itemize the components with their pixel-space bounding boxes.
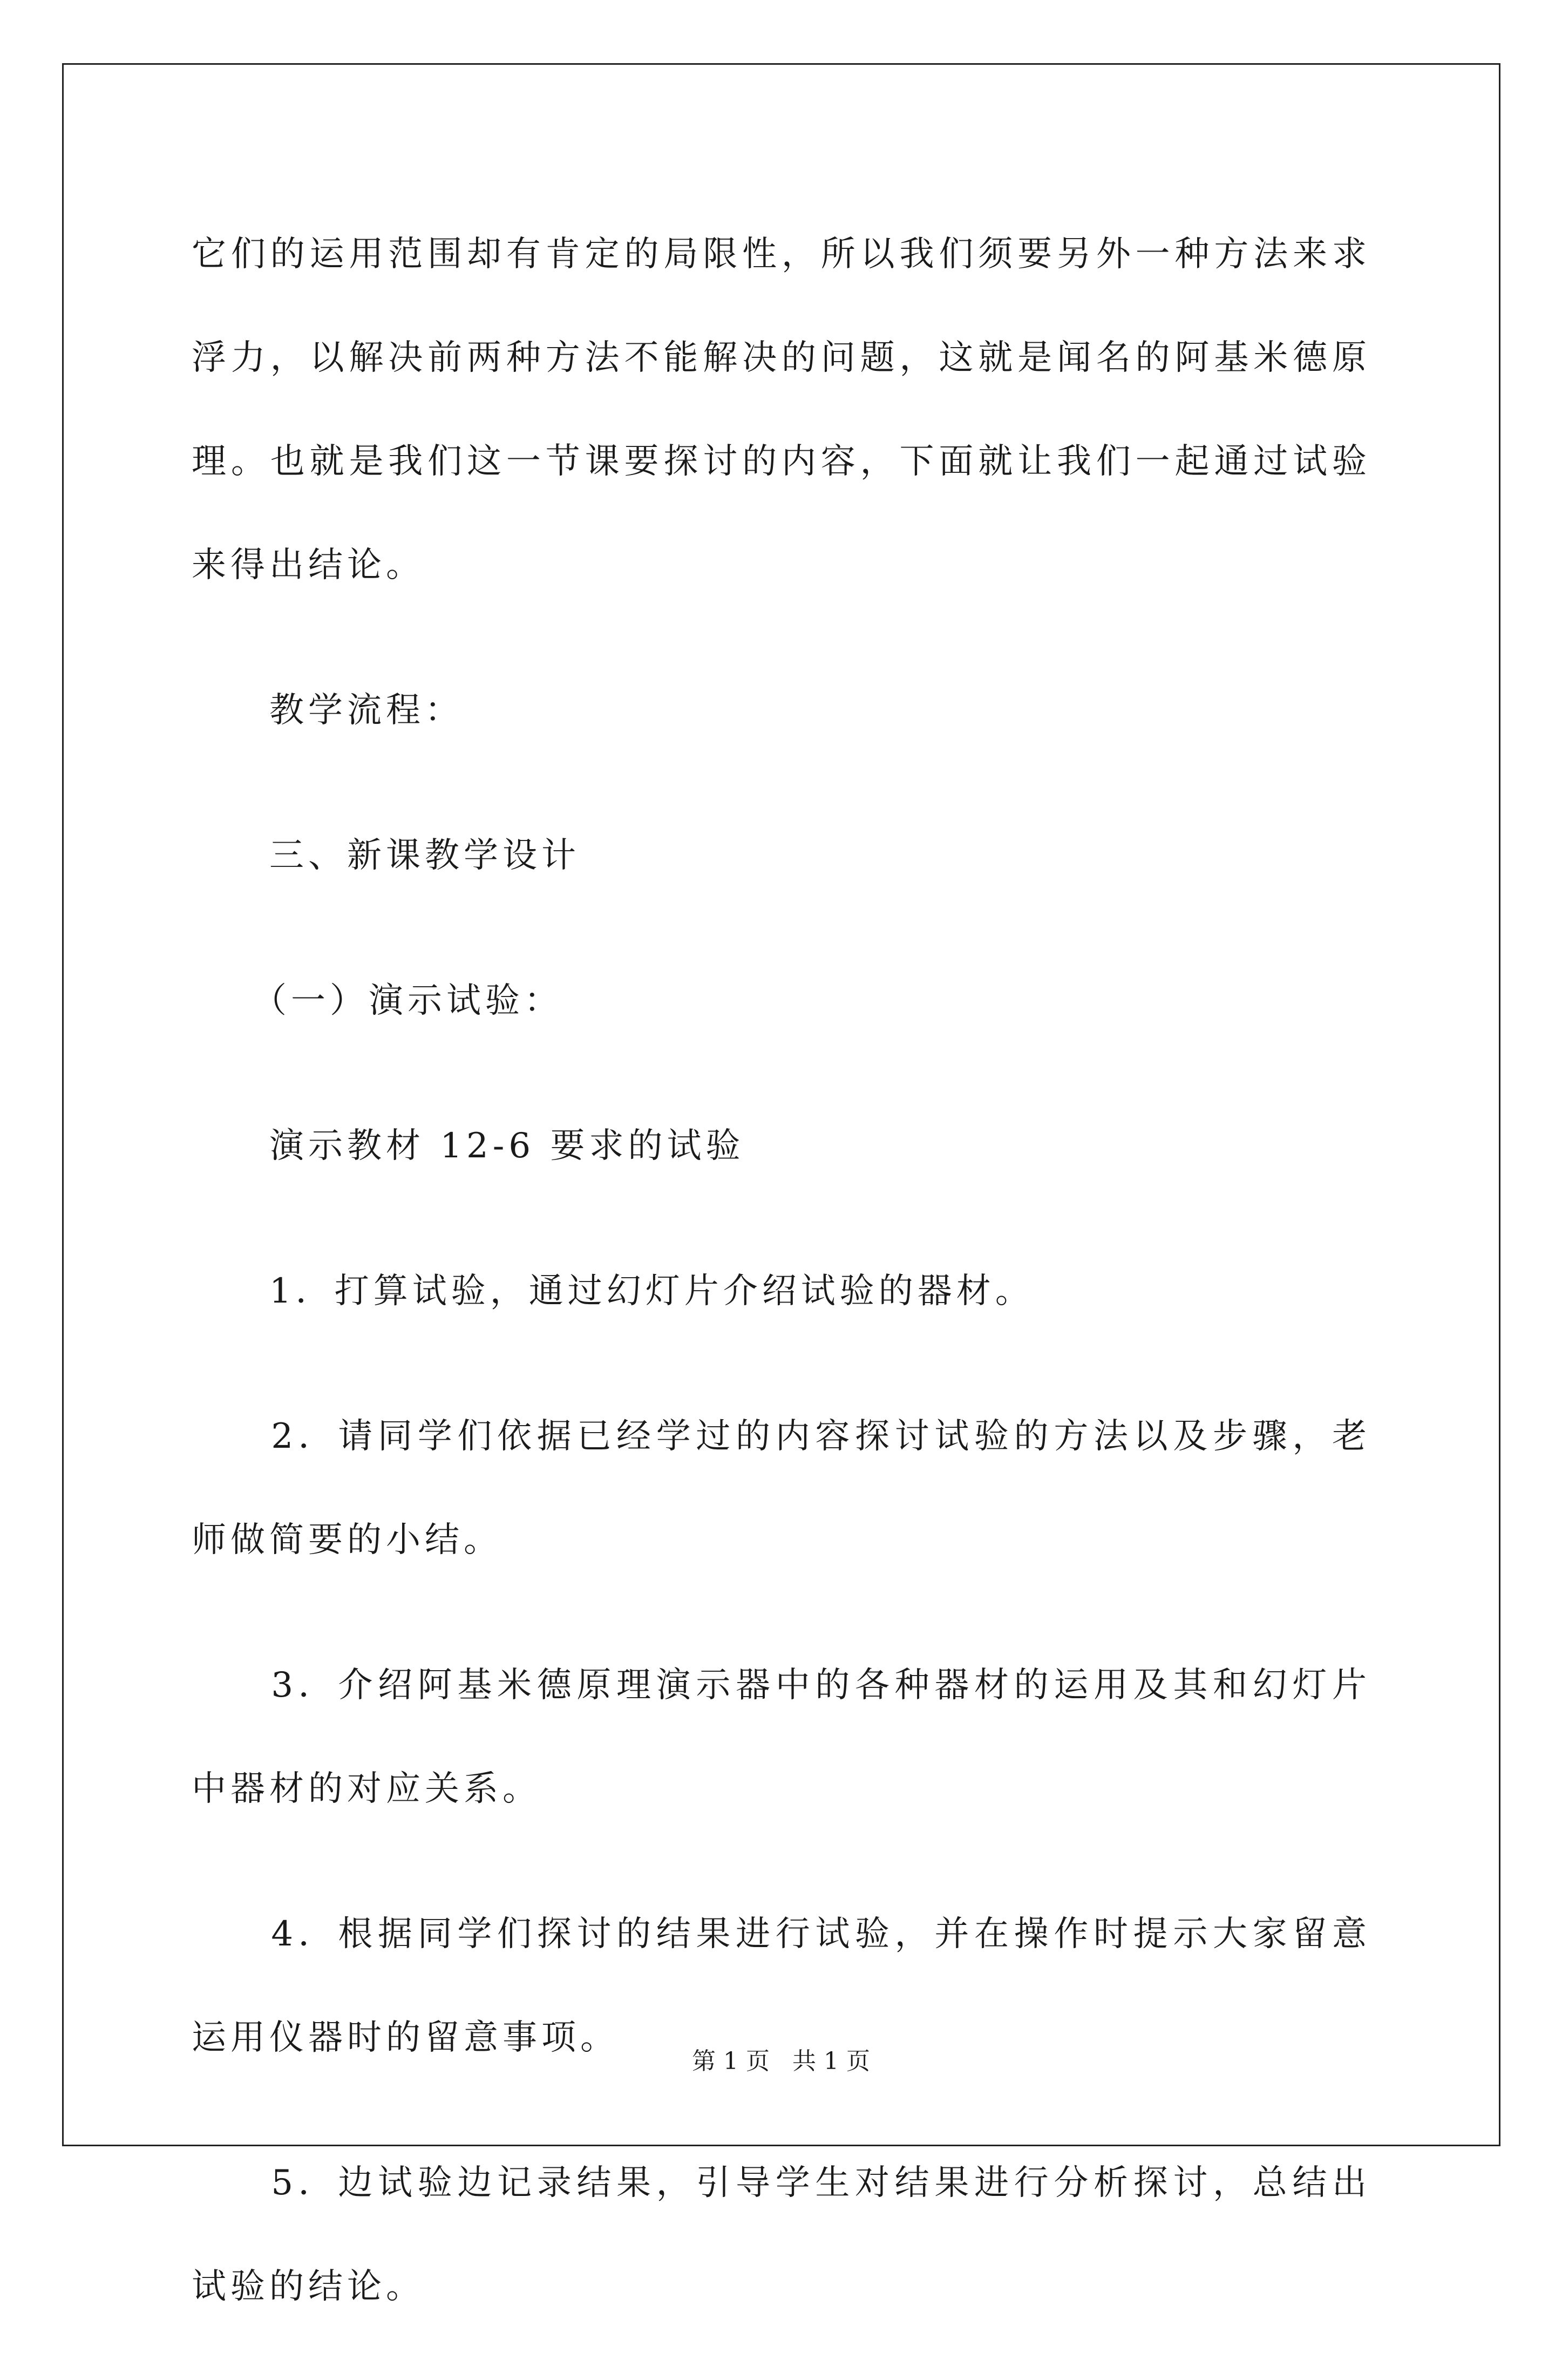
paragraph-step-2: 2．请同学们依据已经学过的内容探讨试验的方法以及步骤，老师做简要的小结。 bbox=[192, 1416, 1371, 1560]
page-total: 共 1 页 bbox=[792, 2047, 870, 2075]
paragraph-continuation: 它们的运用范围却有肯定的局限性，所以我们须要另外一种方法来求浮力，以解决前两种方法不能解决的问题，这就是闻名的阿基米德原理。也就是我们这一节课要探讨的内容，下面就让我们一起通过试验来得出结论。 bbox=[192, 234, 1371, 585]
page-number: 第 1 页 bbox=[692, 2047, 770, 2075]
paragraph-subsection-heading: （一）演示试验： bbox=[192, 981, 563, 1021]
paragraph-section-heading: 三、新课教学设计 bbox=[192, 836, 580, 876]
paragraph-step-3: 3．介绍阿基米德原理演示器中的各种器材的运用及其和幻灯片中器材的对应关系。 bbox=[192, 1665, 1371, 1809]
paragraph-step-1: 1．打算试验，通过幻灯片介绍试验的器材。 bbox=[192, 1271, 1034, 1311]
page-footer bbox=[0, 2042, 1562, 2076]
paragraph-step-4: 4．根据同学们探讨的结果进行试验，并在操作时提示大家留意运用仪器时的留意事项。 bbox=[192, 1914, 1371, 2058]
paragraph-teaching-process: 教学流程： bbox=[192, 690, 464, 730]
paragraph-demo-experiment: 演示教材 12-6 要求的试验 bbox=[192, 1126, 745, 1166]
paragraph-step-5: 5．边试验边记录结果，引导学生对结果进行分析探讨，总结出试验的结论。 bbox=[192, 2163, 1371, 2307]
